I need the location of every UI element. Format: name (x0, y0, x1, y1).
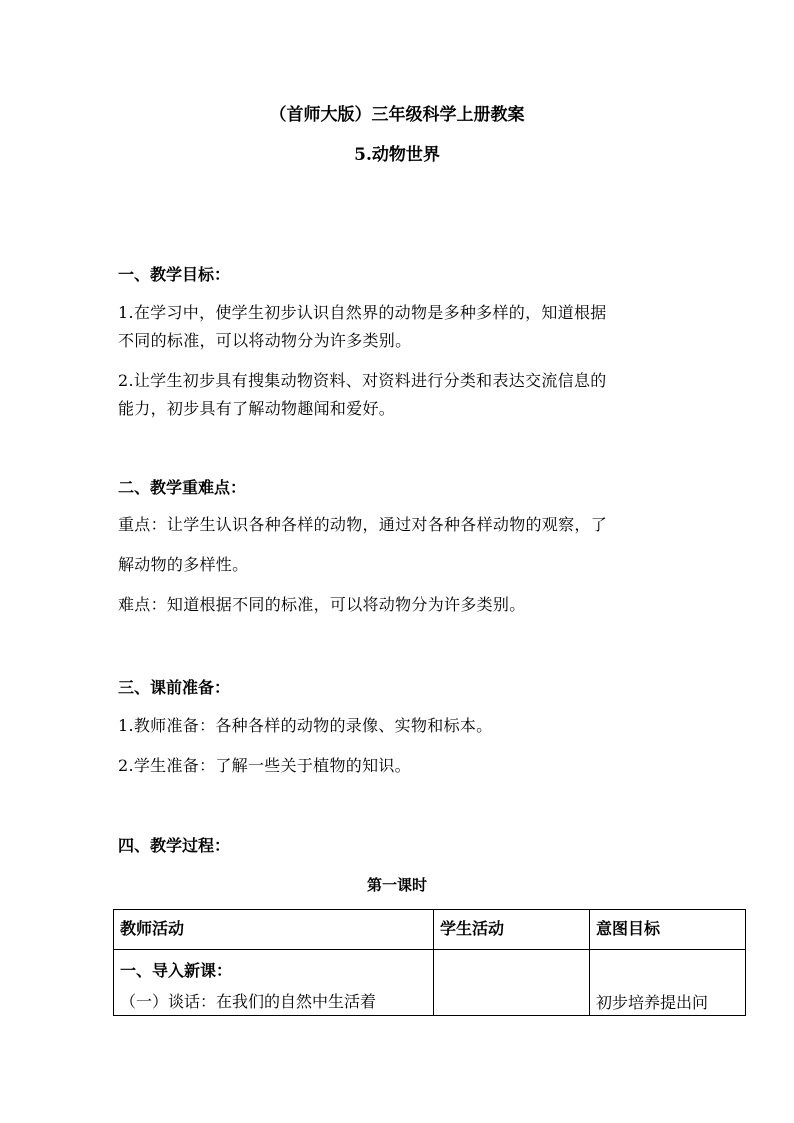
paragraph-line: 2.让学生初步具有搜集动物资料、对资料进行分类和表达交流信息的 (118, 371, 607, 390)
document-title: （首师大版）三年级科学上册教案 (269, 105, 525, 125)
paragraph-line: 2.学生准备：了解一些关于植物的知识。 (118, 756, 411, 775)
section-heading-preparation: 三、课前准备： (118, 678, 231, 697)
paragraph-line: 难点：知道根据不同的标准，可以将动物分为许多类别。 (118, 595, 526, 614)
section-heading-keypoints: 二、教学重难点： (118, 478, 247, 497)
table-header-teacher: 教师活动 (114, 910, 434, 950)
table-cell-text: （一）谈话：在我们的自然中生活着 (120, 992, 377, 1011)
paragraph-line: 1.在学习中，使学生初步认识自然界的动物是多种多样的，知道根据 (118, 303, 607, 322)
section-heading-process: 四、教学过程： (118, 836, 231, 855)
section-heading-goals: 一、教学目标： (118, 265, 231, 284)
paragraph-line: 不同的标准，可以将动物分为许多类别。 (118, 331, 412, 350)
table-header-intent: 意图目标 (590, 910, 746, 950)
table-cell-teacher (114, 950, 434, 1016)
lesson-label: 第一课时 (366, 876, 427, 894)
table-cell-intent (590, 950, 746, 1016)
table-header-row (114, 910, 746, 950)
table-header-student: 学生活动 (434, 910, 590, 950)
table-cell-text: 初步培养提出问 (596, 993, 709, 1012)
document-subtitle: 5.动物世界 (354, 145, 440, 165)
lesson-table (113, 909, 746, 1016)
paragraph-line: 1.教师准备：各种各样的动物的录像、实物和标本。 (118, 716, 493, 735)
paragraph-line: 能力，初步具有了解动物趣闻和爱好。 (118, 399, 396, 418)
table-row (114, 950, 746, 1016)
table-cell-student (434, 950, 590, 1016)
paragraph-line: 解动物的多样性。 (118, 555, 249, 574)
paragraph-line: 重点：让学生认识各种各样的动物，通过对各种各样动物的观察，了 (118, 515, 608, 534)
table-cell-text: 一、导入新课： (120, 961, 233, 980)
